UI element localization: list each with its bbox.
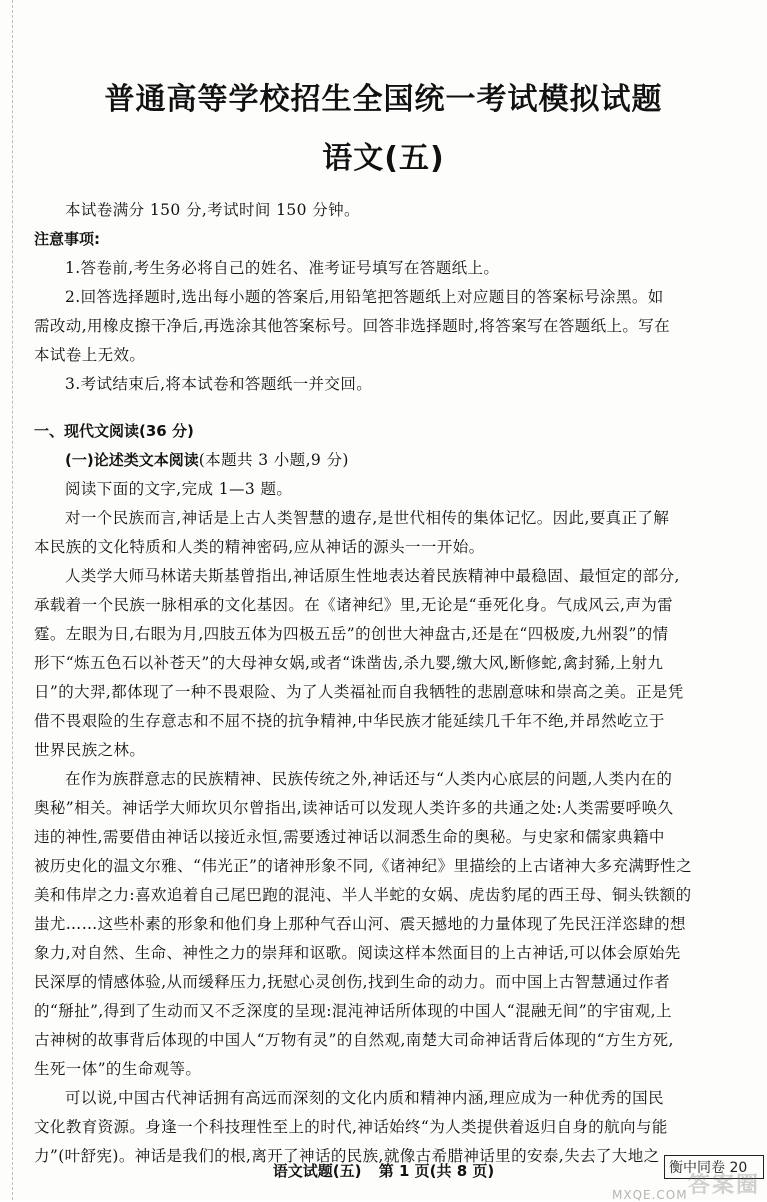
binding-line bbox=[12, 0, 14, 1200]
passage-line: 霆。左眼为日,右眼为月,四肢五体为四极五岳”的创世大神盘古,还是在“四极废,九州裂”的情 bbox=[34, 625, 669, 643]
passage-line: 可以说,中国古代神话拥有高远而深刻的文化内质和精神内涵,理应成为一种优秀的国民 bbox=[65, 1089, 664, 1107]
notice-item: 本试卷上无效。 bbox=[34, 346, 146, 364]
passage-line: 形下“炼五色石以补苍天”的大母神女娲,或者“诛凿齿,杀九婴,缴大风,断修蛇,禽封豨,上射九 bbox=[34, 654, 664, 672]
passage-line: 象力,对自然、生命、神性之力的崇拜和讴歌。阅读这样本然面目的上古神话,可以体会原始先 bbox=[34, 944, 681, 962]
passage-line: 的“掰扯”,得到了生动而又不乏深度的呈现:混沌神话所体现的中国人“混融无间”的宇宙观,上 bbox=[34, 1002, 672, 1020]
passage-line: 借不畏艰险的生存意志和不屈不挠的抗争精神,中华民族才能延续几千年不绝,并昂然屹立于 bbox=[34, 712, 665, 730]
sub-section-note: (本题共 3 小题,9 分) bbox=[198, 451, 349, 469]
notice-heading: 注意事项: bbox=[34, 230, 100, 248]
watermark-logo: 答案圈 bbox=[687, 1173, 760, 1198]
passage-line: 文化教育资源。身逢一个科技理性至上的时代,神话始终“为人类提供着返归自身的航向与能 bbox=[34, 1118, 668, 1136]
notice-item: 2.回答选择题时,选出每小题的答案后,用铅笔把答题纸上对应题目的答案标号涂黑。如 bbox=[65, 288, 664, 306]
passage-line: 世界民族之林。 bbox=[34, 741, 146, 759]
passage-line: 承载着一个民族一脉相承的文化基因。在《诸神纪》里,无论是“垂死化身。气成风云,声为雷 bbox=[34, 596, 674, 614]
passage-line: 在作为族群意志的民族精神、民族传统之外,神话还与“人类内心底层的问题,人类内在的 bbox=[65, 770, 673, 788]
sub-section-title: (一)论述类文本阅读 bbox=[65, 451, 199, 469]
passage-line: 日”的大羿,都体现了一种不畏艰险、为了人类福祉而自我牺牲的悲剧意味和崇高之美。正是凭 bbox=[34, 683, 684, 701]
exam-content bbox=[34, 196, 739, 1171]
passage-line: 对一个民族而言,神话是上古人类智慧的遗存,是世代相传的集体记忆。因此,要真正了解 bbox=[65, 509, 670, 527]
watermark-url: MXQE.COM bbox=[612, 1188, 688, 1202]
exam-subtitle: 语文(五) bbox=[322, 141, 445, 176]
reading-instruction: 阅读下面的文字,完成 1—3 题。 bbox=[65, 480, 293, 498]
publisher-stamp: 衡中同卷 20 bbox=[664, 1155, 764, 1179]
passage-line: 民深厚的情感体验,从而缓释压力,抚慰心灵创伤,找到生命的动力。而中国上古智慧通过作者 bbox=[34, 973, 671, 991]
passage-line: 被历史化的温文尔雅、“伟光正”的诸神形象不同,《诸神纪》里描绘的上古诸神大多充满野性之 bbox=[34, 857, 692, 875]
section-gap bbox=[34, 399, 739, 417]
passage-line: 奥秘”相关。神话学大师坎贝尔曾指出,读神话可以发现人类许多的共通之处:人类需要呼唤久 bbox=[34, 799, 674, 817]
section-heading: 一、现代文阅读(36 分) bbox=[34, 422, 194, 440]
notice-item: 1.答卷前,考生务必将自己的姓名、准考证号填写在答题纸上。 bbox=[65, 259, 500, 277]
passage-line: 人类学大师马林诺夫斯基曾指出,神话原生性地表达着民族精神中最稳固、最恒定的部分, bbox=[65, 567, 680, 585]
score-time-note: 本试卷满分 150 分,考试时间 150 分钟。 bbox=[65, 201, 360, 219]
footer-subject: 语文试题(五) bbox=[272, 1162, 362, 1180]
passage-line: 生死一体”的生命观等。 bbox=[34, 1060, 202, 1078]
passage-line: 美和伟岸之力:喜欢追着自己尾巴跑的混沌、半人半蛇的女娲、虎齿豹尾的西王母、铜头铁额的 bbox=[34, 886, 692, 904]
notice-item: 需改动,用橡皮擦干净后,再选涂其他答案标号。回答非选择题时,将答案写在答题纸上。写在 bbox=[34, 317, 671, 335]
sub-section-heading bbox=[34, 446, 739, 475]
footer-page-number: 第 1 页(共 8 页) bbox=[378, 1162, 495, 1180]
passage-line: 力”(叶舒宪)。神话是我们的根,离开了神话的民族,就像古希腊神话里的安泰,失去了大地之 bbox=[34, 1147, 660, 1165]
notice-item: 3.考试结束后,将本试卷和答题纸一并交回。 bbox=[65, 375, 373, 393]
passage-line: 违的神性,需要借由神话以接近永恒,需要透过神话以洞悉生命的奥秘。与史家和儒家典籍中 bbox=[34, 828, 665, 846]
passage-line: 古神树的故事背后体现的中国人“万物有灵”的自然观,南楚大司命神话背后体现的“方生方死, bbox=[34, 1031, 674, 1049]
passage-line: 本民族的文化特质和人类的精神密码,应从神话的源头一一开始。 bbox=[34, 538, 485, 556]
exam-title: 普通高等学校招生全国统一考试模拟试题 bbox=[104, 82, 663, 117]
passage-line: 蚩尤……这些朴素的形象和他们身上那种气吞山河、震天撼地的力量体现了先民汪洋恣肆的想 bbox=[34, 915, 686, 933]
